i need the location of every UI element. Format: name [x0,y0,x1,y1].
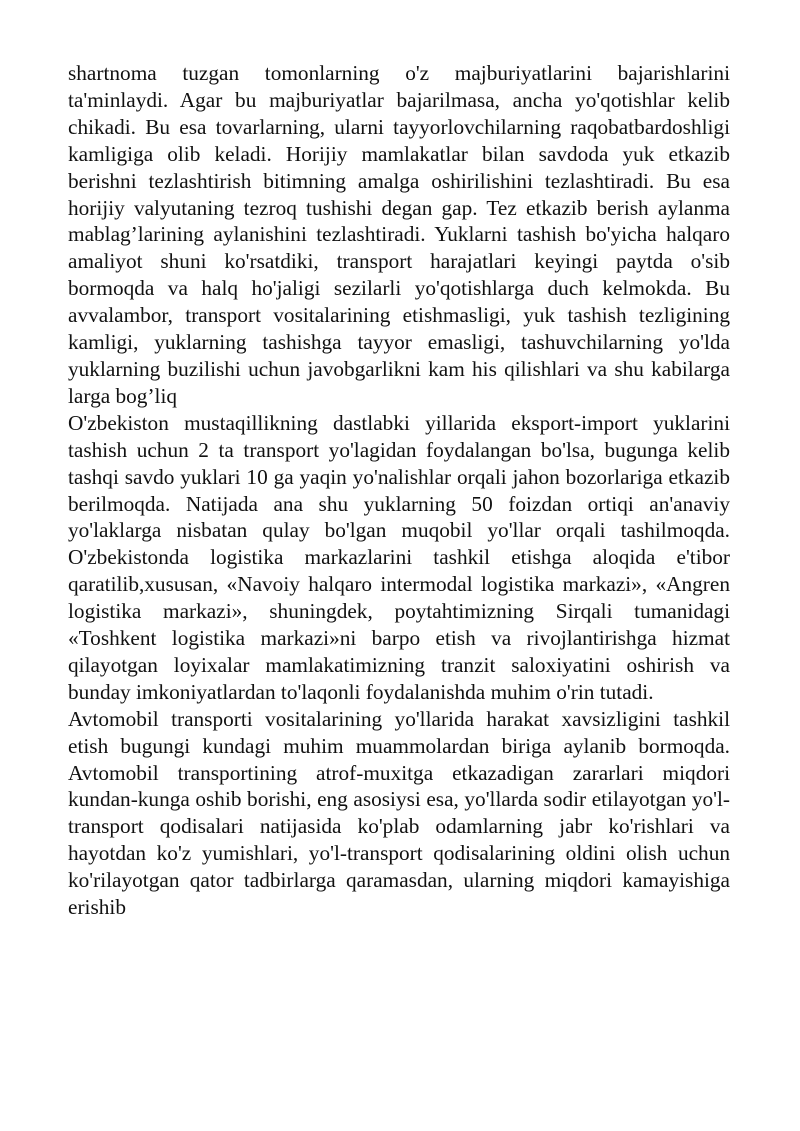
paragraph-contract-obligations: shartnoma tuzgan tomonlarning o'z majburiyatlarini bajarishlarini ta'minlaydi. Agar bu majburiyatlar bajarilmasa, ancha yo'qotishlar kelib chikadi. Bu esa tovarlarning, ularni tayyorlovchilarning raqobatbardoshligi kamligiga olib keladi. Horijiy mamlakatlar bilan savdoda yuk etkazib berishni tezlashtirish bitimning amalga oshirilishini tezlashtiradi. Bu esa horijiy valyutaning tezroq tushishi degan gap. Tez etkazib berish aylanma mablag’larining aylanishini tezlashtiradi. Yuklarni tashish bo'yicha halqaro amaliyot shuni ko'rsatdiki, transport harajatlari keyingi paytda o'sib bormoqda va halq ho'jaligi sezilarli yo'qotishlarga duch kelmokda. Bu avvalambor, transport vositalarining etishmasligi, yuk tashish tezligining kamligi, yuklarning tashishga tayyor emasligi, tashuvchilarning yo'lda yuklarning buzilishi uchun javobgarlikni kam his qilishlari va shu kabilarga larga bog’liq [68,61,730,408]
paragraph-uzbekistan-logistics: O'zbekiston mustaqillikning dastlabki yillarida eksport-import yuklarini tashish uchun 2 ta transport yo'lagidan foydalangan bo'lsa, bugunga kelib tashqi savdo yuklari 10 ga yaqin yo'nalishlar orqali jahon bozorlariga etkazib berilmoqda. Natijada ana shu yuklarning 50 foizdan ortiqi an'anaviy yo'laklarga nisbatan qulay bo'lgan muqobil yo'llar orqali tashilmoqda. O'zbekistonda logistika markazlarini tashkil etishga aloqida e'tibor qaratilib,xususan, «Navoiy halqaro intermodal logistika markazi», «Angren logistika markazi», shuningdek, poytahtimizning Sirqali tumanidagi «Toshkent logistika markazi»ni barpo etish va rivojlantirishga hizmat qilayotgan loyixalar mamlakatimizning tranzit saloxiyatini oshirish va bunday imkoniyatlardan to'laqonli foydalanishda muhim o'rin tutadi. [68,410,730,704]
document-page [68,60,730,921]
paragraph-road-safety: Avtomobil transporti vositalarining yo'llarida harakat xavsizligini tashkil etish bugungi kundagi muhim muammolardan biriga aylanib bormoqda. Avtomobil transportining atrof-muxitga etkazadigan zararlari miqdori kundan-kunga oshib borishi, eng asosiysi esa, yo'llarda sodir etilayotgan yo'l-transport qodisalari natijasida ko'plab odamlarning jabr ko'rishlari va hayotdan ko'z yumishlari, yo'l-transport qodisalarining oldini olish uchun ko'rilayotgan qator tadbirlarga qaramasdan, ularning miqdori kamayishiga erishib [68,706,730,920]
